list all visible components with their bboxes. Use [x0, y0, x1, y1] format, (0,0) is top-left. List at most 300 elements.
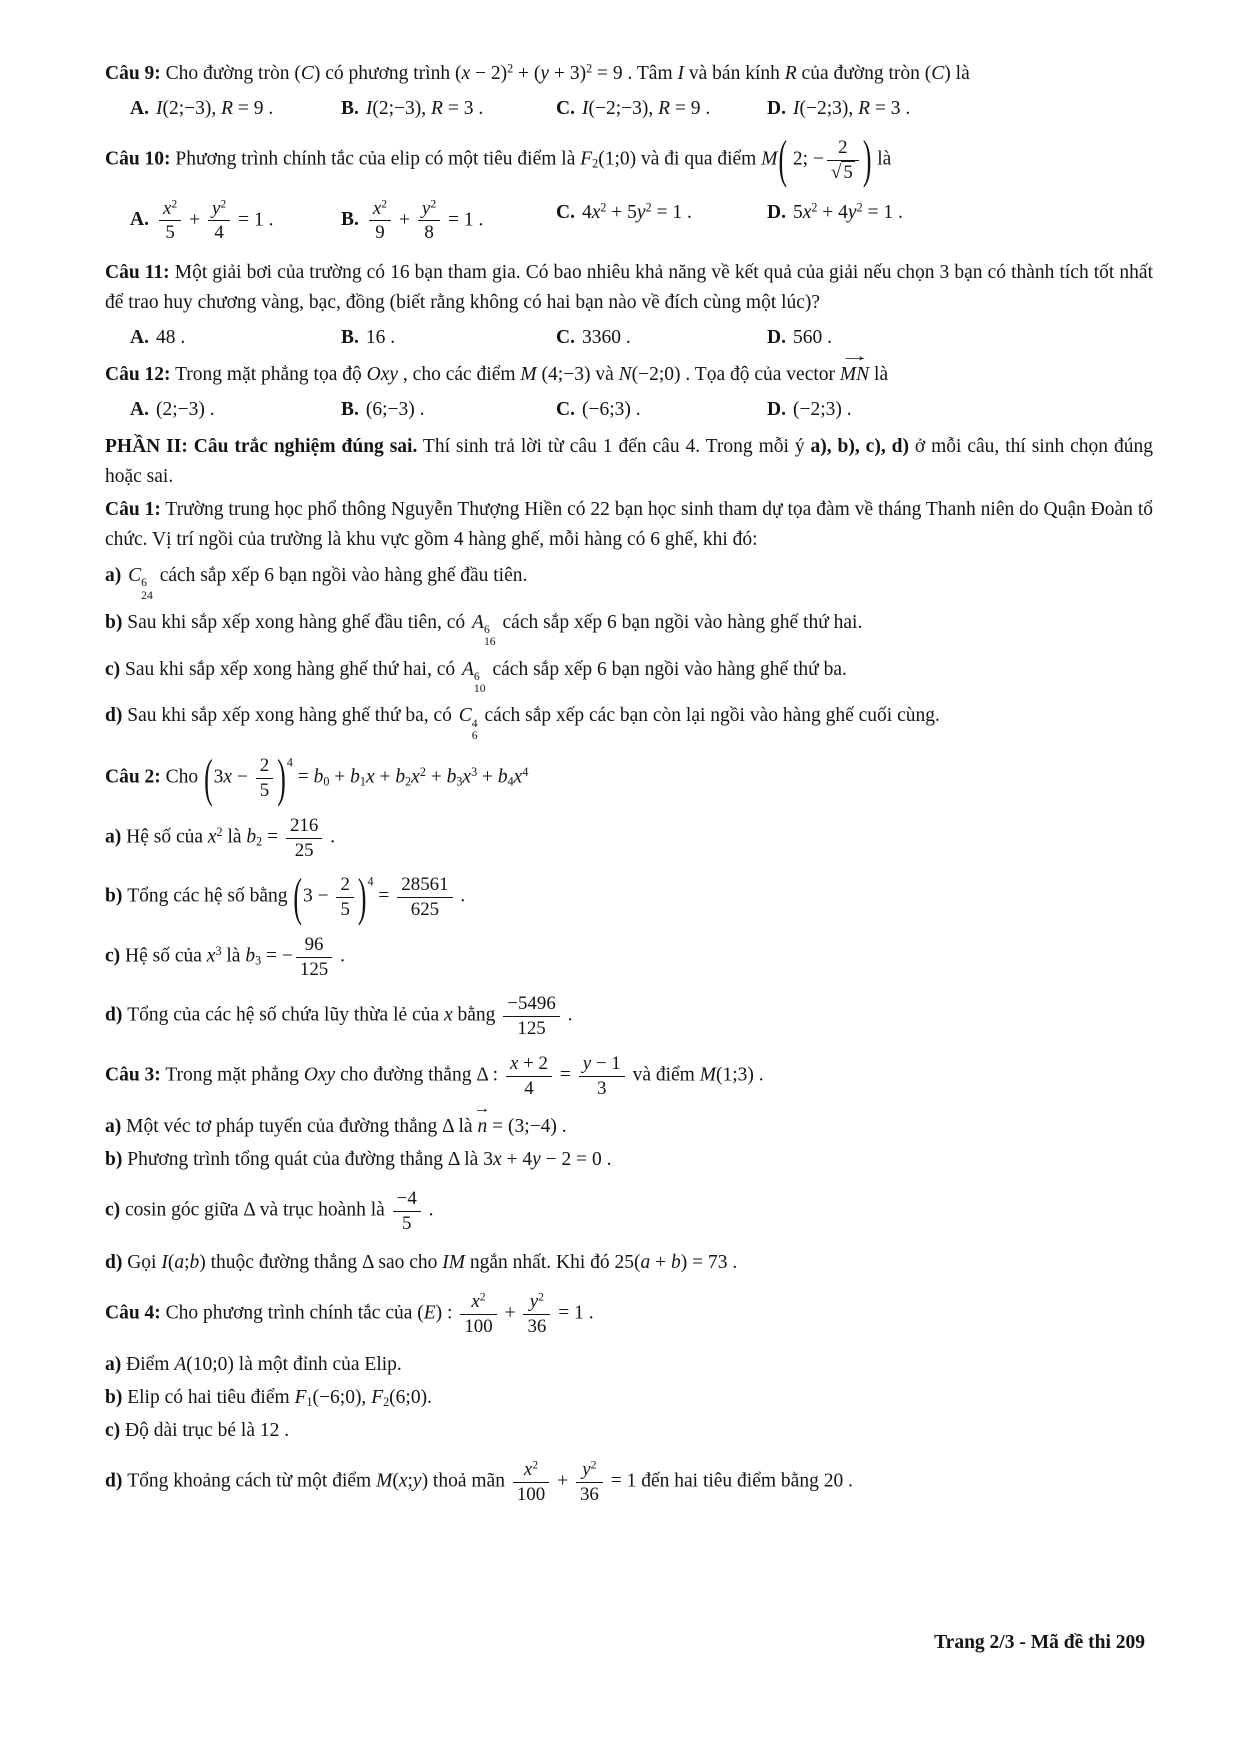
italic-text: x — [223, 766, 233, 788]
superscript: 2 — [507, 61, 514, 76]
text: ( — [392, 1470, 399, 1492]
subscript: 4 — [507, 774, 514, 789]
radicand: 5 — [843, 161, 853, 183]
question-12-options — [105, 395, 1153, 425]
subscript: 10 — [473, 682, 486, 696]
text: − — [232, 766, 253, 788]
question-10-options — [105, 198, 1153, 245]
bold-text: Câu 12: — [105, 364, 171, 385]
bold-text: c) — [105, 1420, 126, 1442]
text: + — [329, 766, 351, 788]
text: 9 — [375, 222, 385, 244]
text: (10;0) là một đỉnh của Elip. — [186, 1354, 402, 1376]
italic-text: y — [582, 1052, 592, 1074]
italic-text: I — [677, 63, 685, 84]
text: 8 — [424, 222, 434, 244]
italic-text: x — [207, 826, 217, 848]
text: cách sắp xếp các bạn còn lại ngồi vào hàng ghế cuối cùng. — [479, 705, 940, 727]
subscript: 3 — [456, 774, 463, 789]
text: của đường tròn ( — [796, 63, 932, 84]
text: là — [221, 945, 246, 967]
italic-text: F — [580, 148, 593, 170]
bold-text: b) — [105, 885, 128, 907]
text: Tổng của các hệ số chứa lũy thừa lẻ của — [127, 1004, 444, 1026]
bold-text: d) — [105, 1470, 128, 1492]
text: 2; − — [788, 148, 824, 170]
italic-text: x — [492, 1149, 502, 1171]
superscript: 2 — [220, 197, 227, 211]
symbol-base: A — [462, 658, 474, 680]
question-11-options — [105, 323, 1153, 353]
denominator — [208, 220, 230, 244]
italic-text: b — [395, 766, 406, 788]
text: 4 — [524, 1077, 534, 1099]
text: 36 — [579, 1484, 599, 1505]
question-1-item-c — [105, 655, 1153, 696]
italic-text: A — [174, 1354, 187, 1376]
bold-text: a) — [105, 565, 127, 586]
text: + — [477, 766, 498, 788]
question-4-item-a — [105, 1350, 1153, 1380]
text: + 3) — [549, 63, 587, 84]
italic-text: a — [174, 1251, 185, 1273]
italic-text: b — [313, 766, 324, 788]
fraction — [460, 1291, 496, 1338]
subscript: 2 — [383, 1395, 390, 1410]
denominator — [523, 1314, 550, 1338]
question-9-options-c — [556, 94, 767, 124]
subscript: 2 — [256, 834, 263, 849]
superscript: 4 — [471, 716, 478, 730]
fraction — [503, 993, 559, 1040]
text: Cho phương trình chính tắc của ( — [160, 1302, 424, 1324]
question-11-options-b — [341, 323, 556, 353]
text: 4 — [581, 201, 592, 223]
italic-text: y — [532, 1149, 541, 1171]
bold-text: a) — [105, 1354, 127, 1376]
question-11-options-a — [130, 323, 341, 353]
superscript: 6 — [483, 623, 490, 637]
text: = 1 . — [443, 209, 484, 231]
option-label: B. — [341, 98, 359, 119]
text: 3 − — [302, 885, 334, 907]
fraction — [576, 1459, 603, 1506]
italic-text: y — [847, 201, 857, 223]
numerator — [393, 1188, 421, 1211]
text: = 1 . — [651, 201, 692, 223]
text: Trường trung học phổ thông Nguyễn Thượng Hiền có 22 bạn học sinh tham dự tọa đàm về tháng Thanh niên do Quận Đoàn tổ chức. Vị trí ngồi của trường là khu vực gồm 4 hàng ghế, mỗi hàng có 6 ghế, khi đó: — [105, 499, 1154, 550]
text: + — [374, 766, 396, 788]
text: + — [394, 209, 415, 231]
option-label: C. — [556, 201, 575, 223]
symbol-scripts — [141, 577, 153, 602]
fraction — [827, 137, 859, 184]
text: . — [455, 885, 466, 907]
text: = (3;−4) . — [487, 1116, 567, 1138]
text: 5 — [401, 1213, 412, 1234]
text: = — [554, 1064, 576, 1086]
question-3-item-d — [105, 1248, 1153, 1278]
superscript: 2 — [590, 1458, 597, 1472]
option-label: B. — [341, 399, 359, 420]
question-2-item-a — [105, 815, 1153, 862]
option-label: A. — [130, 327, 149, 348]
numerator — [506, 1053, 552, 1076]
scripted-symbol — [472, 608, 496, 649]
question-3-item-c — [105, 1188, 1153, 1235]
big-paren: ) — [277, 748, 286, 808]
question-10-options-c — [556, 198, 767, 245]
text: cách sắp xếp 6 bạn ngồi vào hàng ghế thứ ba. — [487, 658, 847, 680]
text: + 4 — [817, 201, 848, 223]
scripted-symbol — [459, 701, 478, 742]
numerator — [513, 1459, 549, 1482]
text: + 4 — [501, 1149, 533, 1171]
symbol-scripts — [484, 624, 496, 649]
text: Sau khi sắp xếp xong hàng ghế đầu tiên, có — [127, 611, 471, 633]
superscript: 2 — [479, 1290, 486, 1304]
superscript: 6 — [141, 576, 147, 590]
superscript: 2 — [586, 61, 593, 76]
superscript: 6 — [473, 669, 480, 683]
superscript: 4 — [522, 765, 529, 780]
question-10-text — [105, 129, 1153, 190]
bold-text: Câu 1: — [105, 499, 161, 520]
text: = 1 . — [862, 201, 903, 223]
italic-text: x — [509, 1052, 519, 1074]
italic-text: x — [206, 945, 216, 967]
text: + — [499, 1302, 521, 1324]
text: (2;−3), — [162, 98, 222, 119]
bold-text: Câu 10: — [105, 148, 171, 170]
numerator — [256, 755, 273, 778]
italic-text: M — [761, 148, 778, 170]
question-12-options-c — [556, 395, 767, 425]
option-label: B. — [341, 327, 359, 348]
text: 48 . — [155, 327, 186, 348]
text: = 1 . — [553, 1302, 594, 1324]
italic-text: C — [300, 63, 314, 84]
text: 3 — [596, 1077, 607, 1099]
text: là — [222, 826, 247, 848]
italic-text: b — [350, 766, 360, 788]
radical-icon: √ — [830, 161, 842, 183]
big-paren: ) — [357, 867, 367, 927]
italic-text: R — [784, 63, 797, 84]
text: 3 — [213, 766, 224, 788]
vector-name: MN — [839, 364, 870, 385]
text: + 5 — [606, 201, 637, 223]
superscript: 2 — [532, 1458, 539, 1472]
text: , cho các điểm — [398, 364, 521, 385]
italic-text: a — [640, 1251, 651, 1273]
numerator — [296, 934, 332, 957]
superscript: 3 — [215, 943, 222, 958]
bold-text: Câu 11: — [105, 262, 170, 283]
text: = 1 . — [233, 209, 274, 231]
italic-text: y — [582, 1459, 591, 1481]
text: = 9 . — [233, 98, 274, 119]
text: 2 — [340, 874, 350, 896]
vector-arrow-icon: → — [473, 1100, 491, 1118]
text: Cho đường tròn ( — [160, 63, 301, 84]
text: ) thuộc đường thẳng Δ sao cho — [199, 1251, 443, 1273]
text: = 9 . — [670, 98, 711, 119]
vector-name: n — [477, 1116, 488, 1138]
question-9-options-b — [341, 94, 556, 124]
italic-text: x — [372, 197, 382, 219]
text: 560 . — [792, 327, 832, 348]
italic-text: F — [371, 1387, 384, 1409]
text: (6;−3) . — [365, 399, 425, 420]
text: = — [292, 766, 314, 788]
superscript: 2 — [645, 199, 652, 214]
option-label: D. — [767, 399, 786, 420]
fraction — [513, 1459, 549, 1506]
italic-text: x — [591, 201, 601, 223]
bold-text: PHẦN II: Câu trắc nghiệm đúng sai. — [105, 436, 418, 457]
text: 2 — [259, 755, 270, 777]
denominator — [506, 1076, 552, 1100]
option-label: A. — [130, 399, 149, 420]
text: 125 — [517, 1018, 546, 1039]
text: + — [184, 209, 205, 231]
document-body — [105, 56, 1153, 1519]
text: Tổng các hệ số bằng — [127, 885, 293, 907]
text: Hệ số của — [125, 945, 207, 967]
text: −4 — [396, 1188, 417, 1210]
superscript: 2 — [171, 197, 178, 211]
text: 5 — [792, 201, 803, 223]
text: Độ dài trục bé là 12 . — [125, 1420, 290, 1442]
superscript: 3 — [471, 765, 478, 780]
option-label: D. — [767, 327, 786, 348]
text: (−6;0), — [312, 1387, 372, 1409]
vector-overline — [838, 348, 871, 390]
text: − 2 = 0 . — [540, 1149, 612, 1171]
denominator — [513, 1482, 549, 1506]
exponent: 4 — [367, 874, 374, 889]
italic-text: x — [443, 1004, 453, 1026]
text: . — [335, 945, 345, 967]
numerator — [827, 137, 859, 160]
question-11-options-d — [767, 323, 1153, 353]
bold-text: Câu 9: — [105, 63, 161, 84]
text: ở mỗi câu, thí sinh chọn đúng hoặc sai. — [105, 436, 1153, 487]
question-9-options-d — [767, 94, 1153, 124]
text: = − — [261, 945, 293, 967]
text: cosin góc giữa Δ và trục hoành là — [125, 1199, 390, 1221]
numerator — [460, 1291, 496, 1314]
italic-text: x — [411, 766, 420, 788]
text: ) có phương trình ( — [313, 63, 462, 84]
italic-text: M — [699, 1064, 716, 1086]
text: + ( — [513, 63, 541, 84]
question-2-item-d — [105, 993, 1153, 1040]
symbol-base: C — [128, 565, 142, 586]
question-2-item-b — [105, 867, 1153, 927]
question-3-item-b — [105, 1145, 1153, 1175]
superscript: 2 — [600, 199, 607, 214]
big-paren: ( — [778, 129, 788, 190]
italic-text: Oxy — [303, 1064, 336, 1086]
text: . — [325, 826, 336, 848]
text: = 3 . — [870, 98, 911, 119]
question-4-item-c — [105, 1416, 1153, 1446]
numerator — [576, 1459, 603, 1482]
italic-text: C — [931, 63, 945, 84]
fraction — [369, 198, 391, 245]
text: 216 — [289, 814, 319, 836]
superscript: 2 — [538, 1290, 545, 1304]
text: là — [872, 148, 892, 170]
question-10-options-d — [767, 198, 1153, 245]
denominator — [827, 160, 859, 184]
question-9-text — [105, 59, 1153, 89]
text: . — [562, 1004, 573, 1026]
denominator — [336, 897, 353, 921]
bold-text: c) — [105, 1199, 126, 1221]
subscript: 2 — [405, 774, 412, 789]
text: Thí sinh trả lời từ câu 1 đến câu 4. Trong mỗi ý — [417, 436, 811, 457]
italic-text: R — [858, 98, 871, 119]
italic-text: x — [802, 201, 812, 223]
italic-text: b — [246, 826, 257, 848]
text: Một véc tơ pháp tuyến của đường thẳng Δ là — [126, 1116, 478, 1138]
italic-text: M — [520, 364, 537, 385]
question-12-options-b — [341, 395, 556, 425]
fraction — [336, 874, 353, 921]
bold-text: Câu 4: — [105, 1302, 161, 1324]
denominator — [159, 220, 181, 244]
text: 100 — [516, 1484, 546, 1505]
text: + — [425, 766, 447, 788]
vector-arrow-icon: → — [838, 348, 871, 366]
question-10-options-a — [130, 198, 341, 245]
numerator — [208, 198, 230, 221]
text: (−2;−3), — [588, 98, 659, 119]
vector-symbol — [473, 1100, 491, 1142]
italic-text: I — [581, 98, 589, 119]
big-paren: ( — [204, 748, 213, 808]
text: ( — [167, 1251, 175, 1273]
text: 3360 . — [581, 327, 631, 348]
italic-text: b — [497, 766, 508, 788]
fraction — [397, 874, 452, 921]
symbol-scripts — [474, 671, 486, 696]
text: 5 — [340, 899, 350, 920]
question-9-options — [105, 94, 1153, 124]
text: 5 — [259, 780, 270, 801]
superscript: 2 — [381, 197, 388, 211]
text: 100 — [464, 1315, 493, 1337]
numerator — [286, 815, 322, 838]
question-4-item-b — [105, 1383, 1153, 1413]
bold-text: b) — [105, 1149, 128, 1171]
subscript: 0 — [323, 774, 330, 789]
text: (2;−3) . — [155, 399, 215, 420]
denominator — [579, 1076, 625, 1100]
italic-text: R — [658, 98, 671, 119]
text: là — [869, 364, 889, 385]
italic-text: I — [155, 98, 163, 119]
question-10-options-b — [341, 198, 556, 245]
fraction — [286, 815, 322, 862]
text: và điểm — [627, 1064, 700, 1086]
bold-text: a) — [105, 826, 127, 848]
part2-question-1-text — [105, 495, 1153, 555]
italic-text: x — [462, 766, 472, 788]
denominator — [296, 957, 332, 981]
question-1-item-b — [105, 608, 1153, 649]
numerator — [503, 993, 559, 1016]
text: 4 — [214, 222, 224, 244]
text: = 3 . — [442, 98, 484, 119]
text: (1;3) . — [715, 1064, 764, 1086]
italic-text: b — [446, 766, 457, 788]
bold-text: a) — [105, 1116, 127, 1138]
italic-text: b — [189, 1251, 200, 1273]
bold-text: d) — [105, 1004, 128, 1026]
fraction — [579, 1053, 625, 1100]
question-11-text — [105, 258, 1153, 318]
text: −5496 — [507, 993, 556, 1015]
denominator — [460, 1314, 496, 1338]
superscript: 2 — [216, 824, 223, 839]
text: (6;0). — [389, 1387, 432, 1409]
option-label: C. — [556, 98, 575, 119]
text: 2 — [838, 137, 848, 158]
fraction — [256, 755, 273, 802]
italic-text: R — [221, 98, 234, 119]
text: 96 — [304, 933, 324, 955]
fraction — [393, 1188, 421, 1235]
part-2-heading — [105, 432, 1153, 492]
bold-text: c) — [105, 658, 126, 680]
question-2-item-c — [105, 934, 1153, 981]
question-3-item-a — [105, 1100, 1153, 1142]
text: Phương trình chính tắc của elip có một tiêu điểm là — [170, 148, 581, 170]
option-label: B. — [341, 209, 359, 231]
text: 16 . — [365, 327, 396, 348]
bold-text: b) — [105, 611, 128, 633]
text: = — [373, 885, 395, 907]
italic-text: x — [523, 1459, 533, 1481]
text: ) = 73 . — [680, 1251, 738, 1273]
option-label: D. — [767, 98, 786, 119]
text: cách sắp xếp 6 bạn ngồi vào hàng ghế thứ hai. — [497, 611, 863, 633]
text: 5 — [165, 222, 175, 244]
text: Tổng khoảng cách từ một điểm — [127, 1470, 377, 1492]
text: Sau khi sắp xếp xong hàng ghế thứ hai, có — [125, 658, 460, 680]
option-label: A. — [130, 98, 149, 119]
text: ; — [407, 1470, 413, 1492]
question-12-text — [105, 348, 1153, 390]
text: Hệ số của — [126, 826, 208, 848]
subscript: 24 — [141, 588, 153, 602]
denominator — [576, 1482, 603, 1506]
bold-text: Câu 3: — [105, 1064, 161, 1086]
text: 25 — [294, 839, 314, 861]
superscript: 2 — [856, 199, 863, 214]
option-label: D. — [767, 201, 786, 223]
text: (−6;3) . — [581, 399, 641, 420]
text: (−2;0) . Tọa độ của vector — [631, 364, 840, 385]
square-root — [831, 161, 855, 183]
text: − 1 — [591, 1052, 621, 1074]
italic-text: x — [365, 766, 375, 788]
text: (−2;3), — [799, 98, 859, 119]
